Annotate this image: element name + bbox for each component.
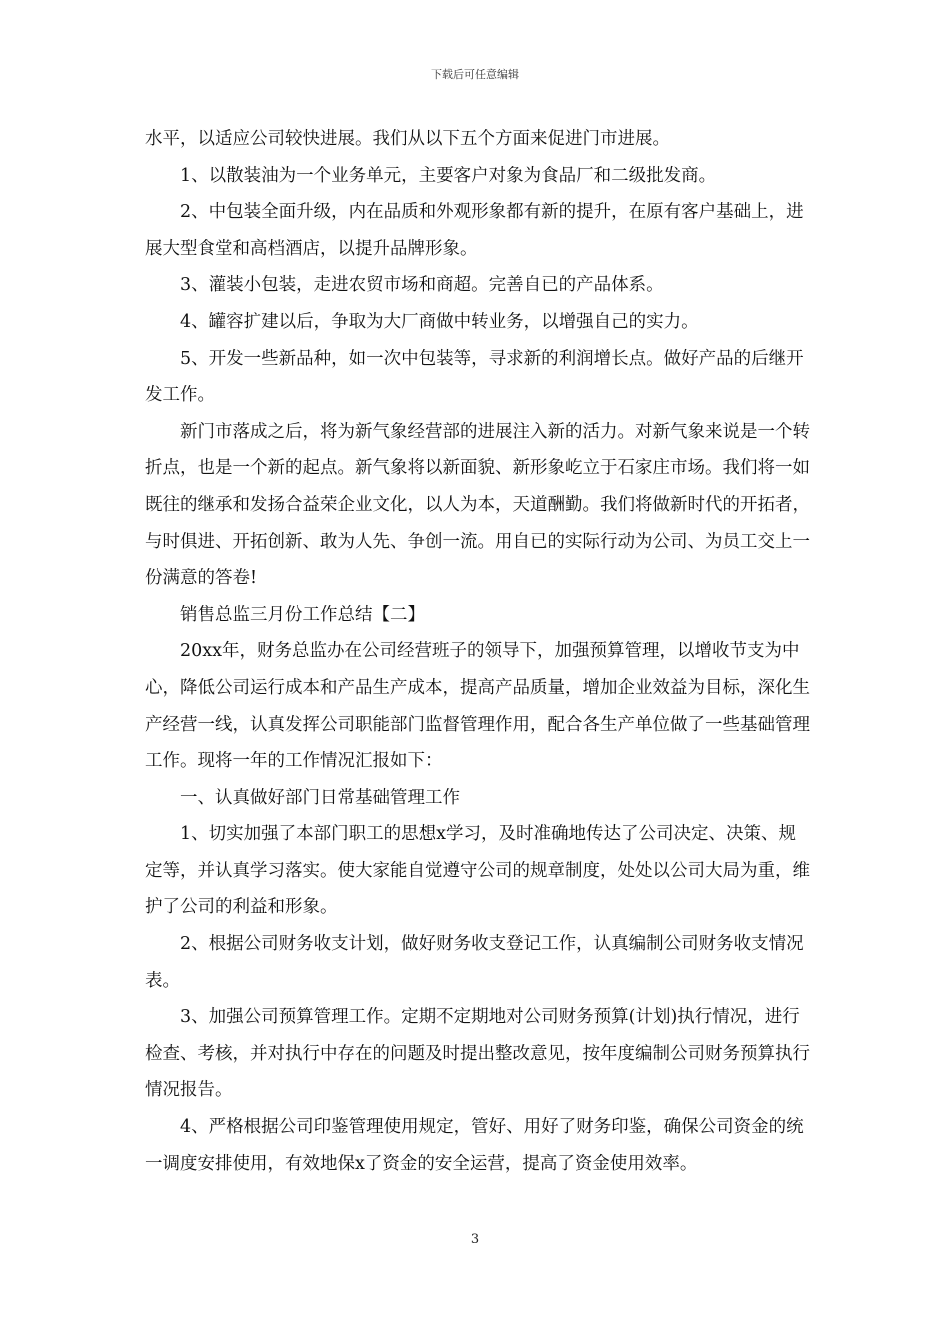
document-body	[145, 121, 810, 1182]
paragraph: 4、罐容扩建以后，争取为大厂商做中转业务，以增强自己的实力。	[180, 311, 699, 332]
paragraph: 3、加强公司预算管理工作。定期不定期地对公司财务预算(计划)执行情况，进行检查、考核，并对执行中存在的问题及时提出整改意见，按年度编制公司财务预算执行情况报告。	[145, 1007, 810, 1101]
paragraph: 3、灌装小包装，走进农贸市场和商超。完善自已的产品体系。	[180, 275, 664, 296]
page-number: 3	[470, 1232, 480, 1247]
section-title: 销售总监三月份工作总结【二】	[180, 604, 425, 625]
paragraph: 4、严格根据公司印鉴管理使用规定，管好、用好了财务印鉴，确保公司资金的统一调度安排使用，有效地保x了资金的安全运营，提高了资金使用效率。	[145, 1117, 804, 1174]
paragraph: 1、切实加强了本部门职工的思想x学习，及时准确地传达了公司决定、决策、规定等，并认真学习落实。使大家能自觉遵守公司的规章制度，处处以公司大局为重，维护了公司的利益和形象。	[145, 824, 810, 918]
paragraph: 20xx年，财务总监办在公司经营班子的领导下，加强预算管理，以增收节支为中心，降低公司运行成本和产品生产成本，提高产品质量，增加企业效益为目标，深化生产经营一线，认真发挥公司职能部门监督管理作用，配合各生产单位做了一些基础管理工作。现将一年的工作情况汇报如下：	[145, 641, 810, 772]
page-header: 下载后可任意编辑	[431, 68, 519, 81]
paragraph: 新门市落成之后，将为新气象经营部的进展注入新的活力。对新气象来说是一个转折点，也是一个新的起点。新气象将以新面貌、新形象屹立于石家庄市场。我们将一如既往的继承和发扬合益荣企业文化，以人为本，天道酬勤。我们将做新时代的开拓者，与时俱进、开拓创新、敢为人先、争创一流。用自已的实际行动为公司、为员工交上一份满意的答卷!	[145, 421, 810, 589]
paragraph: 1、以散装油为一个业务单元，主要客户对象为食品厂和二级批发商。	[180, 165, 717, 186]
paragraph: 2、中包装全面升级，内在品质和外观形象都有新的提升，在原有客户基础上，进展大型食堂和高档酒店，以提升品牌形象。	[145, 202, 804, 259]
section-heading: 一、认真做好部门日常基础管理工作	[180, 787, 460, 808]
paragraph: 5、开发一些新品种，如一次中包装等，寻求新的利润增长点。做好产品的后继开发工作。	[145, 348, 804, 406]
paragraph: 2、根据公司财务收支计划，做好财务收支登记工作，认真编制公司财务收支情况表。	[145, 934, 804, 991]
paragraph: 水平，以适应公司较快进展。我们从以下五个方面来促进门市进展。	[145, 129, 670, 149]
